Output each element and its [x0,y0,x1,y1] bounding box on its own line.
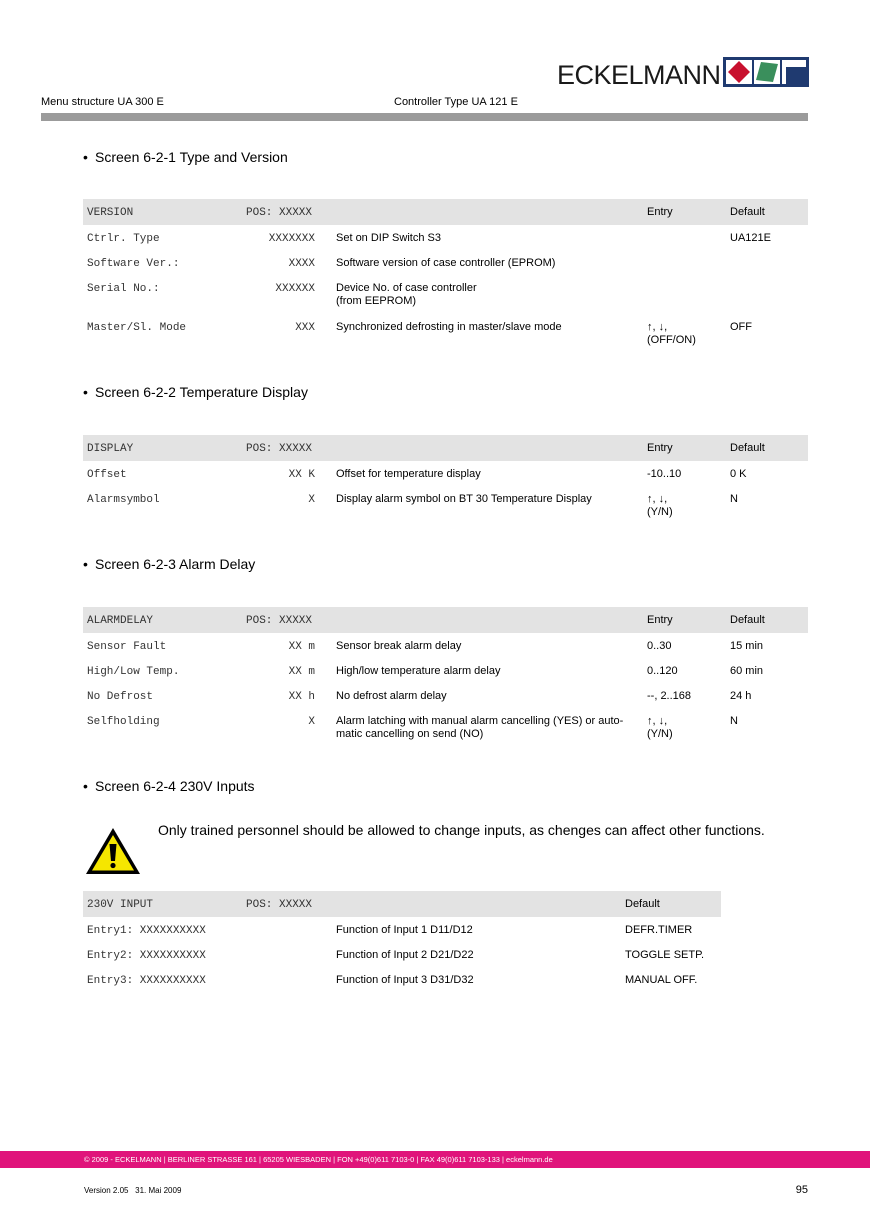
param-name: High/Low Temp. [87,666,180,678]
input-description: Function of Input 1 D11/D12 [336,924,473,936]
section-title-text: Screen 6-2-2 Temperature Display [95,384,308,400]
section-title-text: Screen 6-2-4 230V Inputs [95,778,255,794]
param-value: XXXXXXX [268,233,315,245]
alarmdelay-table [83,607,808,752]
param-value: XX m [288,641,315,653]
warning-text: Only trained personnel should be allowed to change inputs, as chenges can affect other functions. [158,822,765,838]
param-entry: -10..10 [647,468,682,480]
header-pos: POS: XXXXX [246,443,313,455]
header-default: Default [730,206,765,218]
logo-wordmark: ECKELMANN [557,60,721,90]
param-description: Set on DIP Switch S3 [336,232,441,244]
header-screen-name: ALARMDELAY [87,615,154,627]
230v-input-table [83,891,721,991]
section-title [83,384,308,400]
param-description: Sensor break alarm delay [336,640,462,652]
param-default: 15 min [730,640,764,652]
param-name: Serial No.: [87,283,160,295]
param-entry: --, 2..168 [647,690,692,702]
param-default: UA121E [730,232,771,244]
param-entry: ↑, ↓, [647,493,668,505]
logo-mark-icon [723,57,809,87]
param-name: Master/Sl. Mode [87,322,187,334]
header-screen-name: VERSION [87,207,134,219]
display-table [83,435,808,535]
header-default: Default [730,614,765,626]
param-entry: ↑, ↓, [647,715,668,727]
param-value: XX K [288,469,315,481]
param-description: Offset for temperature display [336,468,481,480]
param-name: Offset [87,469,127,481]
header-pos: POS: XXXXX [246,207,313,219]
section-title-text: Screen 6-2-1 Type and Version [95,149,288,165]
param-default: N [730,493,738,505]
input-name: Entry2: XXXXXXXXXX [87,950,206,962]
param-entry-line2: (OFF/ON) [647,334,696,346]
param-default: 0 K [730,468,747,480]
param-description: Synchronized defrosting in master/slave mode [336,321,562,333]
param-name: Software Ver.: [87,258,180,270]
bullet: • [83,384,88,400]
param-default: OFF [730,321,752,333]
input-description: Function of Input 2 D21/D22 [336,949,474,961]
param-name: Ctrlr. Type [87,233,160,245]
param-entry: ↑, ↓, [647,321,668,333]
param-default: 60 min [730,665,764,677]
param-description: Device No. of case controller [336,282,477,294]
header-pos: POS: XXXXX [246,899,313,911]
input-default: DEFR.TIMER [625,924,693,936]
param-name: Alarmsymbol [87,494,160,506]
section-title [83,778,255,794]
page-number: 95 [795,1184,808,1196]
param-description: Display alarm symbol on BT 30 Temperature Display [336,493,592,505]
table-header [83,607,808,633]
bullet: • [83,149,88,165]
param-value: XXXXXX [275,283,315,295]
param-default: N [730,715,738,727]
param-value: XX m [288,666,315,678]
param-entry: 0..120 [647,665,678,677]
section-title-text: Screen 6-2-3 Alarm Delay [95,556,256,572]
param-description: High/low temperature alarm delay [336,665,501,677]
warning-icon [84,826,142,876]
param-value: X [308,494,315,506]
table-header [83,199,808,225]
header-screen-name: DISPLAY [87,443,134,455]
footer-version: Version 2.05 31. Mai 2009 [84,1186,182,1195]
input-default: TOGGLE SETP. [625,949,705,961]
input-name: Entry3: XXXXXXXXXX [87,975,206,987]
param-value: XX h [288,691,315,703]
input-default: MANUAL OFF. [625,974,698,986]
param-entry: 0..30 [647,640,672,652]
header-default: Default [625,898,660,910]
input-description: Function of Input 3 D31/D32 [336,974,474,986]
input-name: Entry1: XXXXXXXXXX [87,925,206,937]
param-description-line2: matic cancelling on send (NO) [336,728,484,740]
header-divider [41,113,808,121]
bullet: • [83,556,88,572]
param-entry-line2: (Y/N) [647,728,673,740]
header-entry: Entry [647,206,673,218]
param-default: 24 h [730,690,752,702]
header-screen-name: 230V INPUT [87,899,154,911]
param-description: Alarm latching with manual alarm cancelling (YES) or auto- [336,715,624,727]
param-description: Software version of case controller (EPROM) [336,257,556,269]
header-entry: Entry [647,614,673,626]
section-title [83,556,255,572]
header-default: Default [730,442,765,454]
param-description: No defrost alarm delay [336,690,447,702]
param-value: XXXX [288,258,315,270]
param-name: Selfholding [87,716,160,728]
param-name: Sensor Fault [87,641,167,653]
param-name: No Defrost [87,691,154,703]
param-entry-line2: (Y/N) [647,506,673,518]
version-table [83,199,808,359]
param-value: XXX [295,322,315,334]
header-controller-type: Controller Type UA 121 E [394,96,518,108]
param-value: X [308,716,315,728]
section-title [83,149,288,165]
header-pos: POS: XXXXX [246,615,313,627]
table-header [83,435,808,461]
param-description-line2: (from EEPROM) [336,295,417,307]
bullet: • [83,778,88,794]
header-doc-title: Menu structure UA 300 E [41,96,164,108]
footer-contact: © 2009 - ECKELMANN | BERLINER STRASSE 161 | 65205 WIESBADEN | FON +49(0)611 7103-0 | FAX 49(0)611 7103-133 | eckelmann.de [84,1155,553,1164]
header-entry: Entry [647,442,673,454]
